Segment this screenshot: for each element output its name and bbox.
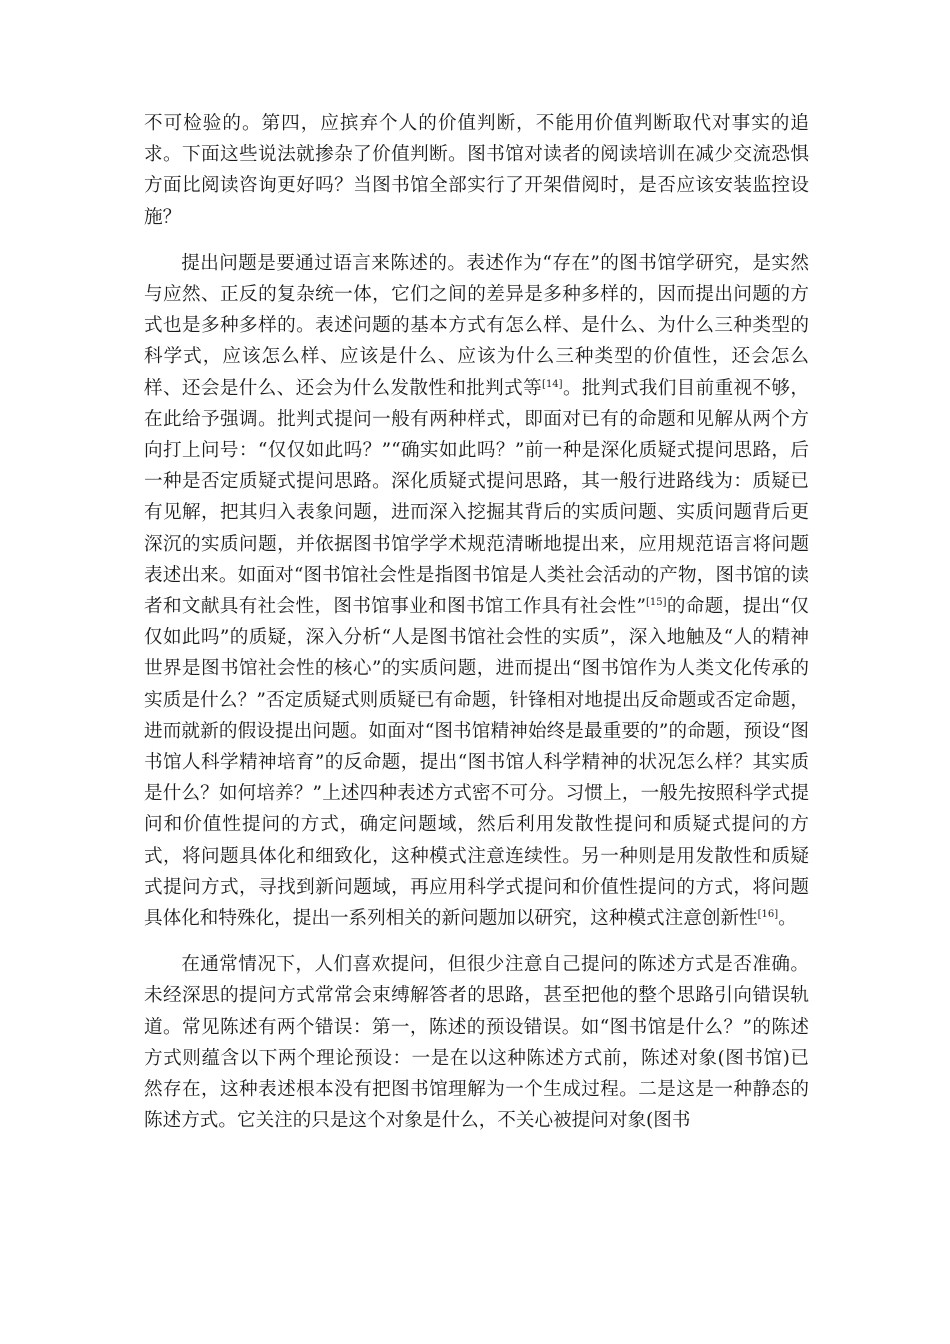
paragraph-text: 在通常情况下，人们喜欢提问，但很少注意自己提问的陈述方式是否准确。未经深思的提问方式常常会束缚解答者的思路，甚至把他的整个思路引向错误轨道。常见陈述有两个错误：第一，陈述的预设错误。如“图书馆是什么？”的陈述方式则蕴含以下两个理论预设：一是在以这种陈述方式前，陈述对象(图书馆)已然存在，这种表述根本没有把图书馆理解为一个生成过程。二是这是一种静态的陈述方式。它关注的只是这个对象是什么，不关心被提问对象(图书 — [144, 954, 809, 1132]
paragraph-3 — [144, 949, 809, 1136]
paragraph-text: 的命题，提出“仅仅如此吗”的质疑，深入分析“人是图书馆社会性的实质”，深入地触及“人的精神世界是图书馆社会性的核心”的实质问题，进而提出“图书馆作为人类文化传承的实质是什么？”否定质疑式则质疑已有命题，针锋相对地提出反命题或否定命题，进而就新的假设提出问题。如面对“图书馆精神始终是最重要的”的命题，预设“图书馆人科学精神培育”的反命题，提出“图书馆人科学精神的状况怎么样？其实质是什么？如何培养？”上述四种表述方式密不可分。习惯上，一般先按照科学式提问和价值性提问的方式，确定问题域，然后利用发散性提问和质疑式提问的方式，将问题具体化和细致化，这种模式注意连续性。另一种则是用发散性和质疑式提问方式，寻找到新问题域，再应用科学式提问和价值性提问的方式，将问题具体化和特殊化，提出一系列相关的新问题加以研究，这种模式注意创新性 — [144, 596, 809, 930]
paragraph-text: 。 — [778, 908, 797, 930]
paragraph-text: 。批判式我们目前重视不够，在此给予强调。批判式提问一般有两种样式，即面对已有的命题和见解从两个方向打上问号：“仅仅如此吗？”“确实如此吗？”前一种是深化质疑式提问思路，后一种是否定质疑式提问思路。深化质疑式提问思路，其一般行进路线为：质疑已有见解，把其归入表象问题，进而深入挖掘其背后的实质问题、实质问题背后更深沉的实质问题，并依据图书馆学学术规范清晰地提出来，应用规范语言将问题表述出来。如面对“图书馆社会性是指图书馆是人类社会活动的产物，图书馆的读者和文献具有社会性，图书馆事业和图书馆工作具有社会性” — [144, 377, 809, 618]
citation-ref-14: [14] — [542, 378, 563, 390]
citation-ref-15: [15] — [646, 596, 667, 608]
paragraph-text: 提出问题是要通过语言来陈述的。表述作为“存在”的图书馆学研究，是实然与应然、正反的复杂统一体，它们之间的差异是多种多样的，因而提出问题的方式也是多种多样的。表述问题的基本方式有怎么样、是什么、为什么三种类型的科学式，应该怎么样、应该是什么、应该为什么三种类型的价值性，还会怎么样、还会是什么、还会为什么发散性和批判式等 — [144, 252, 809, 399]
citation-ref-16: [16] — [757, 908, 779, 920]
document-body — [144, 108, 809, 1152]
paragraph-text: 不可检验的。第四，应摈弃个人的价值判断，不能用价值判断取代对事实的追求。下面这些说法就掺杂了价值判断。图书馆对读者的阅读培训在减少交流恐惧方面比阅读咨询更好吗？当图书馆全部实行了开架借阅时，是否应该安装监控设施？ — [144, 113, 809, 228]
paragraph-1 — [144, 108, 809, 233]
paragraph-2 — [144, 248, 809, 934]
